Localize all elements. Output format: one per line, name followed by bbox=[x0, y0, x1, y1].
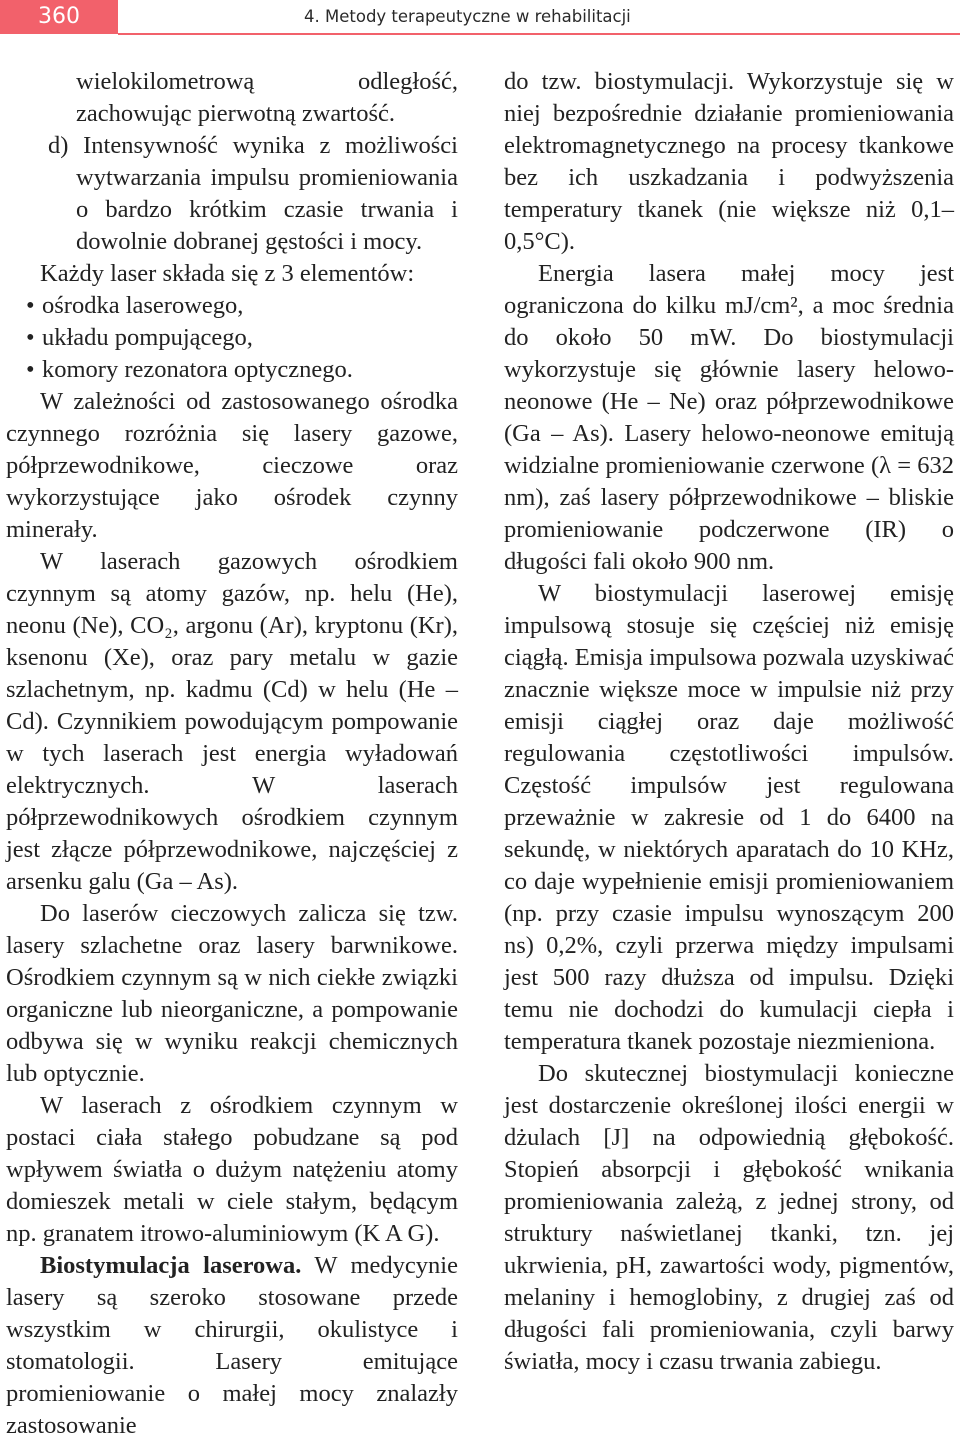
paragraph-biostymulacja bbox=[6, 1250, 458, 1442]
section-title: 4. Metody terapeutyczne w rehabilitacji bbox=[304, 7, 631, 26]
bold-lead-in: Biostymulacja laserowa. bbox=[40, 1252, 302, 1279]
left-column bbox=[6, 66, 458, 1442]
bullet-item: • układu pompującego, bbox=[6, 322, 458, 354]
paragraph: W laserach z ośrodkiem czynnym w postaci ciała stałego pobudzane są pod wpływem światła o dużym natężeniu atomy domieszek metali w ciele stałym, będącym np. granatem itrowo-aluminiowym (K A G). bbox=[6, 1092, 458, 1247]
right-column bbox=[504, 66, 954, 1378]
bullet-item: • komory rezonatora optycznego. bbox=[6, 354, 458, 386]
paragraph: wielokilometrową odległość, zachowując pierwotną zwartość. bbox=[76, 68, 458, 127]
list-item-d: d) Intensywność wynika z możliwości wytwarzania impulsu promieniowania o bardzo krótkim czasie trwania i dowolnie dobranej gęstości i mocy. bbox=[48, 132, 458, 255]
page-header bbox=[0, 0, 960, 36]
paragraph: Energia lasera małej mocy jest ograniczona do kilku mJ/cm², a moc średnia do około 50 mW. Do biostymulacji wykorzystuje się głównie lasery helowo-neonowe (He – Ne) oraz półprzewodnikowe (Ga – As). Lasery helowo-neonowe emitują widzialne promieniowanie czerwone (λ = 632 nm), zaś lasery półprzewodnikowe – bliskie promieniowanie podczerwone (IR) o długości fali około 900 nm. bbox=[504, 260, 954, 575]
paragraph: W biostymulacji laserowej emisję impulsową stosuje się częściej niż emisję ciągłą. Emisja impulsowa pozwala uzyskiwać znacznie większe moce w impulsie niż przy emisji ciągłej oraz daje możliwość regulowania częstotliwości impulsów. Częstość impulsów jest regulowana przeważnie w zakresie od 1 do 6400 na sekundę, w niektórych aparatach do 10 KHz, co daje wypełnienie emisji promieniowaniem (np. przy czasie impulsu wynoszącym 200 ns) 0,2%, czyli przerwa między impulsami jest 500 razy dłuższa od impulsu. Dzięki temu nie dochodzi do kumulacji ciepła i temperatura tkanek pozostaje niezmieniona. bbox=[504, 580, 954, 1055]
bullet-item: • ośrodka laserowego, bbox=[6, 290, 458, 322]
paragraph: W zależności od zastosowanego ośrodka czynnego rozróżnia się lasery gazowe, półprzewodnikowe, cieczowe oraz wykorzystujące jako ośrodek czynny minerały. bbox=[6, 388, 458, 543]
paragraph: Każdy laser składa się z 3 elementów: bbox=[40, 260, 415, 287]
paragraph: Do laserów cieczowych zalicza się tzw. lasery szlachetne oraz lasery barwnikowe. Ośrodkiem czynnym są w nich ciekłe związki organiczne lub nieorganiczne, a pompowanie odbywa się w wyniku reakcji chemicznych lub optycznie. bbox=[6, 900, 458, 1087]
paragraph: W laserach gazowych ośrodkiem czynnym są atomy gazów, np. helu (He), neonu (Ne), CO₂, argonu (Ar), kryptonu (Kr), ksenonu (Xe), oraz pary metalu w gazie szlachetnym, np. kadmu (Cd) w helu (He – Cd). Czynnikiem powodującym pompowanie w tych laserach jest energia wyładowań elektrycznych. W laserach półprzewodnikowych ośrodkiem czynnym jest złącze półprzewodnikowe, najczęściej z arsenku galu (Ga – As). bbox=[6, 548, 458, 895]
paragraph: Do skutecznej biostymulacji konieczne jest dostarczenie określonej ilości energii w dżulach [J] na odpowiednią głębokość. Stopień absorpcji i głębokość wnikania promieniowania zależą, z jednej strony, od struktury naświetlanej tkanki, tzn. jej ukrwienia, pH, zawartości wody, pigmentów, melaniny i hemoglobiny, z drugiej zaś od długości fali promieniowania, czyli barwy światła, mocy i czasu trwania zabiegu. bbox=[504, 1060, 954, 1375]
page-number: 360 bbox=[0, 0, 118, 34]
paragraph: do tzw. biostymulacji. Wykorzystuje się w niej bezpośrednie działanie promieniowania elektromagnetycznego na procesy tkankowe bez ich uszkadzania i podwyższenia temperatury tkanek (nie większe niż 0,1–0,5°C). bbox=[504, 68, 954, 255]
paragraph-text: W medycynie lasery są szeroko stosowane przede wszystkim w chirurgii, okulistyce i stomatologii. Lasery emitujące promieniowanie o małej mocy znalazły zastosowanie bbox=[6, 1252, 458, 1439]
header-rule bbox=[118, 33, 960, 35]
